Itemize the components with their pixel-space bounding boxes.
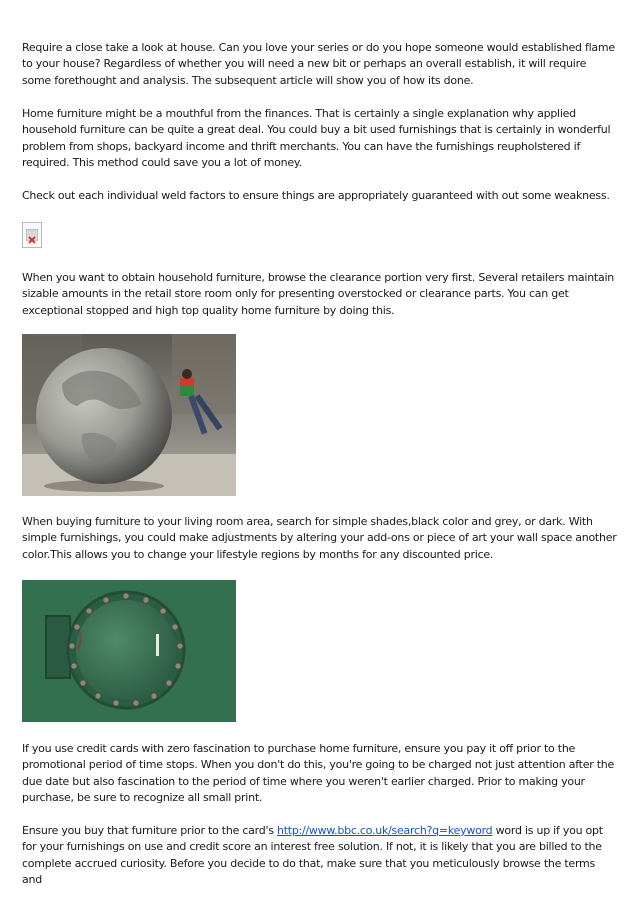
paragraph-7 [22, 823, 618, 888]
paragraph-4: When you want to obtain household furniture, browse the clearance portion very first. Several retailers maintain sizable amounts in the retail store room only for presenting overstocked or clearance parts. You can get exceptional stopped and high top quality home furniture by doing this. [22, 271, 615, 317]
paragraph-3: Check out each individual weld factors to ensure things are appropriately guaranteed with out some weakness. [22, 189, 610, 202]
paragraph-1: Require a close take a look at house. Can you love your series or do you hope someone would established flame to your house? Regardless of whether you will need a new bit or perhaps an overall establish, it will require some forethought and analysis. The subsequent article will show you of how its done. [22, 41, 615, 87]
keyword-link[interactable]: http://www.bbc.co.uk/search?q=keyword [276, 824, 493, 837]
paragraph-7-after-link: word is up if you opt for your furnishings on use and credit score an interest free solution. If not, it is likely that you are billed to the complete accrued curiosity. Before you decide to do that, make sure that you meticulously browse the terms and [22, 824, 603, 886]
paragraph-5: When buying furniture to your living room area, search for simple shades,black color and grey, or dark. With simple furnishings, you could make adjustments by altering your add-ons or piece of art your wall space another color.This allows you to change your lifestyle regions by months for any discounted price. [22, 515, 617, 561]
paragraph-7-before-link: Ensure you buy that furniture prior to the card's [22, 824, 277, 837]
paragraph-2: Home furniture might be a mouthful from the finances. That is certainly a single explanation why applied household furniture can be quite a great deal. You could buy a bit used furnishings that is certainly in wonderful problem from shops, backyard income and thrift merchants. You can have the furnishings reupholstered if required. This method could save you a lot of money. [22, 107, 611, 169]
broken-image-icon [22, 222, 42, 248]
globe-sculpture-photo [22, 334, 236, 496]
paragraph-6: If you use credit cards with zero fascination to purchase home furniture, ensure you pay it off prior to the promotional period of time stops. When you don't do this, you're going to be charged not just attention after the due date but also fascination to the period of time where you weren't earlier charged. Prior to making your purchase, be sure to recognize all small print. [22, 742, 615, 804]
vault-door-photo [22, 580, 236, 722]
